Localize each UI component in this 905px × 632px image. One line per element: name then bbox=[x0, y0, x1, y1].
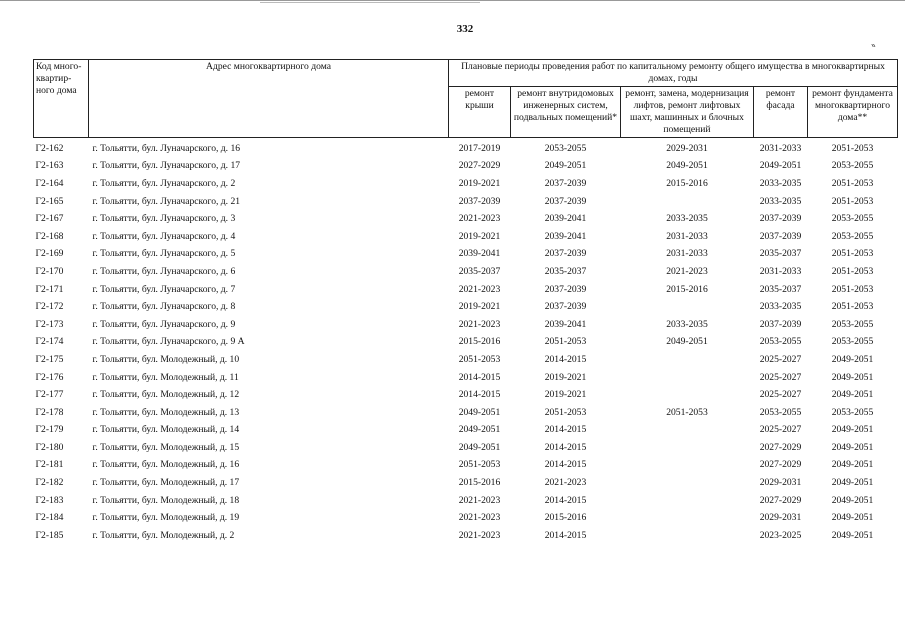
cell-code: Г2-178 bbox=[35, 406, 64, 418]
table-row bbox=[34, 509, 898, 527]
cell-engineering: 2015-2016 bbox=[544, 512, 587, 524]
cell-engineering: 2037-2039 bbox=[544, 248, 587, 260]
cell-foundation: 2051-2053 bbox=[831, 195, 874, 207]
cell-foundation: 2053-2055 bbox=[831, 318, 874, 330]
header-row-top bbox=[34, 60, 898, 87]
cell-facade: 2037-2039 bbox=[759, 213, 802, 225]
cell-elevators: 2015-2016 bbox=[666, 283, 708, 295]
table-row bbox=[34, 422, 898, 440]
cell-elevators: 2029-2031 bbox=[666, 142, 708, 154]
cell-code: Г2-174 bbox=[35, 336, 64, 348]
cell-code: Г2-168 bbox=[35, 230, 64, 242]
cell-facade: 2025-2027 bbox=[759, 353, 802, 365]
cell-engineering: 2037-2039 bbox=[544, 301, 587, 313]
cell-facade: 2035-2037 bbox=[759, 283, 802, 295]
cell-facade: 2031-2033 bbox=[759, 265, 802, 277]
cell-elevators: 2049-2051 bbox=[666, 336, 708, 348]
cell-roof: 2014-2015 bbox=[458, 371, 501, 383]
cell-code: Г2-170 bbox=[35, 265, 64, 277]
cell-address: г. Тольятти, бул. Луначарского, д. 21 bbox=[92, 195, 241, 207]
cell-address: г. Тольятти, бул. Молодежный, д. 18 bbox=[92, 494, 240, 506]
cell-foundation: 2049-2051 bbox=[831, 477, 874, 489]
cell-foundation: 2053-2055 bbox=[831, 336, 874, 348]
cell-foundation: 2053-2055 bbox=[831, 160, 874, 172]
cell-engineering: 2014-2015 bbox=[544, 353, 587, 365]
cell-foundation: 2049-2051 bbox=[831, 512, 874, 524]
table-row bbox=[34, 369, 898, 387]
table-row bbox=[34, 316, 898, 334]
top-border-line bbox=[0, 0, 905, 1]
page-number: 332 bbox=[456, 23, 474, 35]
cell-facade: 2029-2031 bbox=[759, 477, 802, 489]
cell-elevators: 2031-2033 bbox=[666, 248, 708, 260]
cell-roof: 2027-2029 bbox=[458, 160, 501, 172]
cell-elevators bbox=[621, 509, 754, 527]
cell-engineering: 2037-2039 bbox=[544, 177, 587, 189]
cell-code: Г2-181 bbox=[35, 459, 64, 471]
cell-code: Г2-163 bbox=[35, 160, 64, 172]
cell-address: г. Тольятти, бул. Молодежный, д. 19 bbox=[92, 512, 240, 524]
table-body bbox=[34, 138, 898, 545]
cell-facade: 2033-2035 bbox=[759, 177, 802, 189]
cell-address: г. Тольятти, бул. Молодежный, д. 11 bbox=[92, 371, 239, 383]
cell-roof: 2021-2023 bbox=[458, 213, 501, 225]
cell-code: Г2-185 bbox=[35, 529, 64, 541]
header-address: Адрес многоквартирного дома bbox=[89, 60, 449, 138]
cell-roof: 2019-2021 bbox=[458, 301, 501, 313]
cell-foundation: 2049-2051 bbox=[831, 459, 874, 471]
cell-elevators: 2033-2035 bbox=[666, 318, 708, 330]
cell-address: г. Тольятти, бул. Луначарского, д. 3 bbox=[92, 213, 236, 225]
header-facade: ремонт фасада bbox=[754, 87, 808, 138]
cell-roof: 2017-2019 bbox=[458, 142, 501, 154]
cell-facade: 2027-2029 bbox=[759, 494, 802, 506]
cell-facade: 2027-2029 bbox=[759, 459, 802, 471]
cell-foundation: 2051-2053 bbox=[831, 177, 874, 189]
cell-facade: 2037-2039 bbox=[759, 318, 802, 330]
cell-elevators bbox=[621, 193, 754, 211]
cell-engineering: 2049-2051 bbox=[544, 160, 587, 172]
cell-elevators: 2021-2023 bbox=[666, 265, 708, 277]
cell-roof: 2019-2021 bbox=[458, 230, 501, 242]
cell-address: г. Тольятти, бул. Молодежный, д. 2 bbox=[92, 529, 235, 541]
cell-foundation: 2049-2051 bbox=[831, 371, 874, 383]
table-row bbox=[34, 210, 898, 228]
cell-facade: 2025-2027 bbox=[759, 389, 802, 401]
cell-engineering: 2039-2041 bbox=[544, 230, 587, 242]
header-code: Код много-квартир-ного дома bbox=[34, 60, 89, 138]
cell-code: Г2-171 bbox=[35, 283, 64, 295]
cell-roof: 2021-2023 bbox=[458, 512, 501, 524]
cell-foundation: 2049-2051 bbox=[831, 389, 874, 401]
header-engineering: ремонт внутридомовых инженерных систем, подвальных помещений* bbox=[511, 87, 621, 138]
table-row bbox=[34, 386, 898, 404]
cell-engineering: 2039-2041 bbox=[544, 213, 587, 225]
cell-facade: 2037-2039 bbox=[759, 230, 802, 242]
cell-roof: 2015-2016 bbox=[458, 336, 501, 348]
cell-code: Г2-169 bbox=[35, 248, 64, 260]
cell-address: г. Тольятти, бул. Луначарского, д. 16 bbox=[92, 142, 241, 154]
table-row bbox=[34, 281, 898, 299]
cell-engineering: 2039-2041 bbox=[544, 318, 587, 330]
cell-engineering: 2019-2021 bbox=[544, 371, 587, 383]
cell-facade: 2025-2027 bbox=[759, 371, 802, 383]
cell-engineering: 2021-2023 bbox=[544, 477, 587, 489]
cell-foundation: 2053-2055 bbox=[831, 406, 874, 418]
table-row bbox=[34, 334, 898, 352]
table-row bbox=[34, 158, 898, 176]
cell-roof: 2014-2015 bbox=[458, 389, 501, 401]
table-row bbox=[34, 474, 898, 492]
cell-address: г. Тольятти, бул. Молодежный, д. 15 bbox=[92, 441, 240, 453]
table-row bbox=[34, 527, 898, 545]
cell-address: г. Тольятти, бул. Луначарского, д. 8 bbox=[92, 301, 236, 313]
cell-roof: 2021-2023 bbox=[458, 529, 501, 541]
cell-address: г. Тольятти, бул. Луначарского, д. 5 bbox=[92, 248, 236, 260]
cell-roof: 2015-2016 bbox=[458, 477, 501, 489]
cell-roof: 2049-2051 bbox=[458, 406, 501, 418]
cell-elevators: 2051-2053 bbox=[666, 406, 708, 418]
table-row bbox=[34, 228, 898, 246]
cell-elevators: 2049-2051 bbox=[666, 160, 708, 172]
cell-facade: 2033-2035 bbox=[759, 301, 802, 313]
cell-foundation: 2053-2055 bbox=[831, 213, 874, 225]
header-roof: ремонт крыши bbox=[449, 87, 511, 138]
cell-address: г. Тольятти, бул. Молодежный, д. 16 bbox=[92, 459, 240, 471]
cell-code: Г2-173 bbox=[35, 318, 64, 330]
cell-foundation: 2049-2051 bbox=[831, 353, 874, 365]
cell-code: Г2-172 bbox=[35, 301, 64, 313]
cell-code: Г2-167 bbox=[35, 213, 64, 225]
cell-engineering: 2037-2039 bbox=[544, 195, 587, 207]
cell-engineering: 2014-2015 bbox=[544, 424, 587, 436]
cell-engineering: 2014-2015 bbox=[544, 459, 587, 471]
cell-elevators bbox=[621, 492, 754, 510]
cell-address: г. Тольятти, бул. Луначарского, д. 9 А bbox=[92, 336, 245, 348]
cell-foundation: 2051-2053 bbox=[831, 265, 874, 277]
header-foundation: ремонт фундамента многоквартирного дома** bbox=[808, 87, 898, 138]
cell-address: г. Тольятти, бул. Луначарского, д. 17 bbox=[92, 160, 241, 172]
cell-address: г. Тольятти, бул. Луначарского, д. 4 bbox=[92, 230, 236, 242]
cell-code: Г2-177 bbox=[35, 389, 64, 401]
cell-foundation: 2051-2053 bbox=[831, 248, 874, 260]
cell-elevators bbox=[621, 527, 754, 545]
table-row bbox=[34, 457, 898, 475]
cell-foundation: 2051-2053 bbox=[831, 283, 874, 295]
cell-engineering: 2051-2053 bbox=[544, 406, 587, 418]
cell-engineering: 2014-2015 bbox=[544, 441, 587, 453]
cell-foundation: 2049-2051 bbox=[831, 441, 874, 453]
table-row bbox=[34, 492, 898, 510]
cell-elevators: 2015-2016 bbox=[666, 177, 708, 189]
cell-elevators: 2031-2033 bbox=[666, 230, 708, 242]
cell-code: Г2-164 bbox=[35, 177, 64, 189]
cell-facade: 2025-2027 bbox=[759, 424, 802, 436]
table-row bbox=[34, 193, 898, 211]
cell-address: г. Тольятти, бул. Молодежный, д. 10 bbox=[92, 353, 240, 365]
cell-elevators bbox=[621, 457, 754, 475]
cell-elevators bbox=[621, 422, 754, 440]
cell-engineering: 2037-2039 bbox=[544, 283, 587, 295]
cell-code: Г2-180 bbox=[35, 441, 64, 453]
table-row bbox=[34, 138, 898, 158]
table-row bbox=[34, 439, 898, 457]
cell-facade: 2027-2029 bbox=[759, 441, 802, 453]
cell-address: г. Тольятти, бул. Луначарского, д. 7 bbox=[92, 283, 236, 295]
cell-code: Г2-184 bbox=[35, 512, 64, 524]
header-periods: Плановые периоды проведения работ по капитальному ремонту общего имущества в многоквартирных домах, годы bbox=[449, 60, 898, 87]
cell-roof: 2035-2037 bbox=[458, 265, 501, 277]
cell-elevators bbox=[621, 439, 754, 457]
cell-facade: 2023-2025 bbox=[759, 529, 802, 541]
cell-facade: 2033-2035 bbox=[759, 195, 802, 207]
cell-address: г. Тольятти, бул. Молодежный, д. 14 bbox=[92, 424, 240, 436]
cell-code: Г2-165 bbox=[35, 195, 64, 207]
table-row bbox=[34, 246, 898, 264]
cell-facade: 2031-2033 bbox=[759, 142, 802, 154]
scan-mark-icon: ⸗ bbox=[867, 43, 882, 48]
table-row bbox=[34, 175, 898, 193]
cell-code: Г2-183 bbox=[35, 494, 64, 506]
cell-elevators: 2033-2035 bbox=[666, 213, 708, 225]
cell-foundation: 2049-2051 bbox=[831, 494, 874, 506]
cell-roof: 2049-2051 bbox=[458, 441, 501, 453]
cell-foundation: 2053-2055 bbox=[831, 230, 874, 242]
cell-address: г. Тольятти, бул. Луначарского, д. 2 bbox=[92, 177, 236, 189]
cell-roof: 2021-2023 bbox=[458, 494, 501, 506]
cell-elevators bbox=[621, 474, 754, 492]
cell-code: Г2-176 bbox=[35, 371, 64, 383]
cell-facade: 2035-2037 bbox=[759, 248, 802, 260]
cell-foundation: 2051-2053 bbox=[831, 301, 874, 313]
cell-engineering: 2035-2037 bbox=[544, 265, 587, 277]
cell-facade: 2049-2051 bbox=[759, 160, 802, 172]
cell-foundation: 2051-2053 bbox=[831, 142, 874, 154]
top-scan-line bbox=[260, 2, 480, 3]
cell-roof: 2051-2053 bbox=[458, 353, 501, 365]
table-row bbox=[34, 404, 898, 422]
cell-roof: 2021-2023 bbox=[458, 318, 501, 330]
cell-elevators bbox=[621, 298, 754, 316]
cell-code: Г2-182 bbox=[35, 477, 64, 489]
cell-facade: 2029-2031 bbox=[759, 512, 802, 524]
cell-facade: 2053-2055 bbox=[759, 336, 802, 348]
capital-repair-table bbox=[33, 59, 898, 545]
cell-elevators bbox=[621, 386, 754, 404]
cell-address: г. Тольятти, бул. Луначарского, д. 6 bbox=[92, 265, 236, 277]
cell-address: г. Тольятти, бул. Молодежный, д. 13 bbox=[92, 406, 240, 418]
cell-address: г. Тольятти, бул. Луначарского, д. 9 bbox=[92, 318, 236, 330]
cell-engineering: 2014-2015 bbox=[544, 494, 587, 506]
cell-engineering: 2019-2021 bbox=[544, 389, 587, 401]
cell-facade: 2053-2055 bbox=[759, 406, 802, 418]
header-elevators: ремонт, замена, модернизация лифтов, ремонт лифтовых шахт, машинных и блочных помещений bbox=[621, 87, 754, 138]
cell-foundation: 2049-2051 bbox=[831, 424, 874, 436]
cell-engineering: 2014-2015 bbox=[544, 529, 587, 541]
cell-elevators bbox=[621, 369, 754, 387]
cell-engineering: 2053-2055 bbox=[544, 142, 587, 154]
cell-roof: 2037-2039 bbox=[458, 195, 501, 207]
table-row bbox=[34, 298, 898, 316]
table-row bbox=[34, 351, 898, 369]
cell-code: Г2-162 bbox=[35, 142, 64, 154]
cell-elevators bbox=[621, 351, 754, 369]
cell-roof: 2019-2021 bbox=[458, 177, 501, 189]
cell-foundation: 2049-2051 bbox=[831, 529, 874, 541]
cell-roof: 2049-2051 bbox=[458, 424, 501, 436]
cell-roof: 2051-2053 bbox=[458, 459, 501, 471]
cell-address: г. Тольятти, бул. Молодежный, д. 17 bbox=[92, 477, 240, 489]
cell-code: Г2-175 bbox=[35, 353, 64, 365]
cell-address: г. Тольятти, бул. Молодежный, д. 12 bbox=[92, 389, 240, 401]
cell-engineering: 2051-2053 bbox=[544, 336, 587, 348]
cell-code: Г2-179 bbox=[35, 424, 64, 436]
cell-roof: 2039-2041 bbox=[458, 248, 501, 260]
table-row bbox=[34, 263, 898, 281]
cell-roof: 2021-2023 bbox=[458, 283, 501, 295]
